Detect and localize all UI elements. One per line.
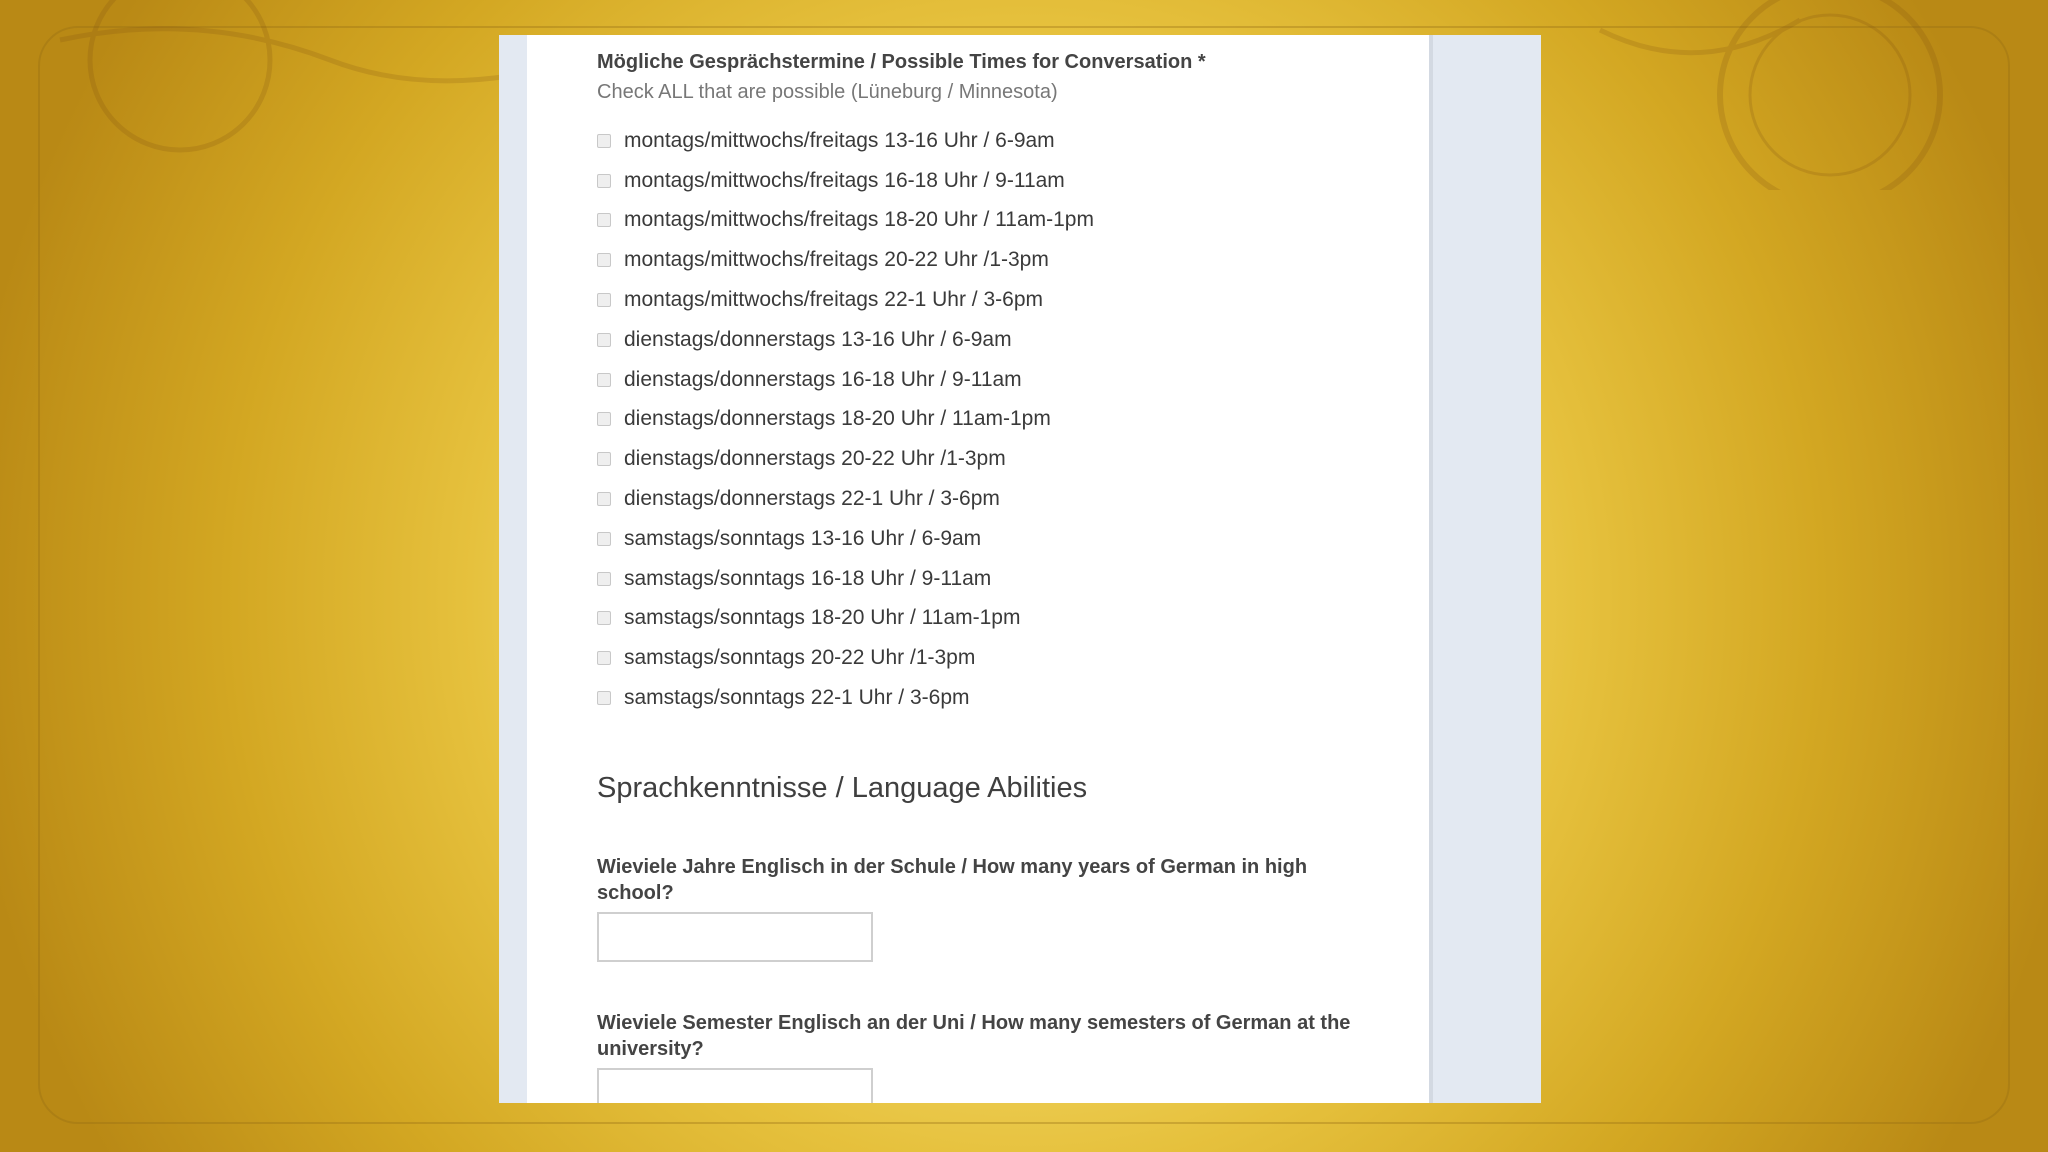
checkbox-label: samstags/sonntags 20-22 Uhr /1-3pm: [624, 646, 976, 670]
checkbox-option[interactable]: [597, 280, 1387, 320]
section-header-language-abilities: Sprachkenntnisse / Language Abilities: [597, 771, 1088, 804]
checkbox[interactable]: [597, 691, 611, 705]
checkbox-option[interactable]: [597, 599, 1387, 639]
checkbox-option[interactable]: [597, 678, 1387, 718]
checkbox[interactable]: [597, 373, 611, 387]
checkbox[interactable]: [597, 572, 611, 586]
question-years-german: [597, 854, 1387, 962]
checkbox[interactable]: [597, 492, 611, 506]
checkbox-option[interactable]: [597, 360, 1387, 400]
checkbox-option[interactable]: [597, 638, 1387, 678]
checkbox-label: montags/mittwochs/freitags 22-1 Uhr / 3-6pm: [624, 288, 1043, 312]
checkbox-option[interactable]: [597, 559, 1387, 599]
checkbox-option[interactable]: [597, 161, 1387, 201]
checkbox-label: dienstags/donnerstags 18-20 Uhr / 11am-1pm: [624, 407, 1051, 431]
checkbox-label: samstags/sonntags 22-1 Uhr / 3-6pm: [624, 686, 970, 710]
checkbox-label: samstags/sonntags 18-20 Uhr / 11am-1pm: [624, 606, 1021, 630]
question-help-text: Check ALL that are possible (Lüneburg / Minnesota): [597, 81, 1058, 103]
form-screenshot: [499, 35, 1541, 1103]
checkbox-label: samstags/sonntags 13-16 Uhr / 6-9am: [624, 526, 982, 550]
checkbox-option[interactable]: [597, 201, 1387, 241]
checkbox-option[interactable]: [597, 519, 1387, 559]
question-title: Wieviele Jahre Englisch in der Schule / How many years of German in high school?: [597, 855, 1308, 904]
checkbox-label: montags/mittwochs/freitags 20-22 Uhr /1-3pm: [624, 248, 1049, 272]
question-title: Mögliche Gesprächstermine / Possible Times for Conversation *: [597, 51, 1206, 73]
checkbox[interactable]: [597, 651, 611, 665]
checkbox-label: montags/mittwochs/freitags 16-18 Uhr / 9-11am: [624, 168, 1065, 192]
checkbox-option[interactable]: [597, 479, 1387, 519]
checkbox-label: dienstags/donnerstags 13-16 Uhr / 6-9am: [624, 327, 1012, 351]
checkbox-label: montags/mittwochs/freitags 13-16 Uhr / 6-9am: [624, 128, 1055, 152]
checkbox-label: dienstags/donnerstags 20-22 Uhr /1-3pm: [624, 447, 1006, 471]
checkbox[interactable]: [597, 611, 611, 625]
checkbox-label: samstags/sonntags 16-18 Uhr / 9-11am: [624, 566, 992, 590]
checkbox[interactable]: [597, 253, 611, 267]
years-german-input[interactable]: [597, 912, 873, 962]
checkbox-label: montags/mittwochs/freitags 18-20 Uhr / 11am-1pm: [624, 208, 1094, 232]
checkbox-option[interactable]: [597, 320, 1387, 360]
question-semesters-german: [597, 1010, 1387, 1103]
question-title: Wieviele Semester Englisch an der Uni / How many semesters of German at the university?: [597, 1011, 1351, 1060]
form-content: [597, 49, 1387, 1103]
checkbox-option[interactable]: [597, 439, 1387, 479]
checkbox-option[interactable]: [597, 400, 1387, 440]
checkbox[interactable]: [597, 333, 611, 347]
checkbox-option[interactable]: [597, 121, 1387, 161]
checkbox[interactable]: [597, 174, 611, 188]
checkbox[interactable]: [597, 293, 611, 307]
checkbox-label: dienstags/donnerstags 16-18 Uhr / 9-11am: [624, 367, 1022, 391]
checkbox[interactable]: [597, 213, 611, 227]
question-conversation-times: [597, 49, 1387, 718]
checkbox[interactable]: [597, 134, 611, 148]
checkbox[interactable]: [597, 452, 611, 466]
checkbox[interactable]: [597, 412, 611, 426]
checkbox-option[interactable]: [597, 240, 1387, 280]
form-card: [527, 35, 1433, 1103]
semesters-german-input[interactable]: [597, 1068, 873, 1103]
checkbox-options-list: [597, 121, 1387, 718]
checkbox[interactable]: [597, 532, 611, 546]
checkbox-label: dienstags/donnerstags 22-1 Uhr / 3-6pm: [624, 487, 1000, 511]
